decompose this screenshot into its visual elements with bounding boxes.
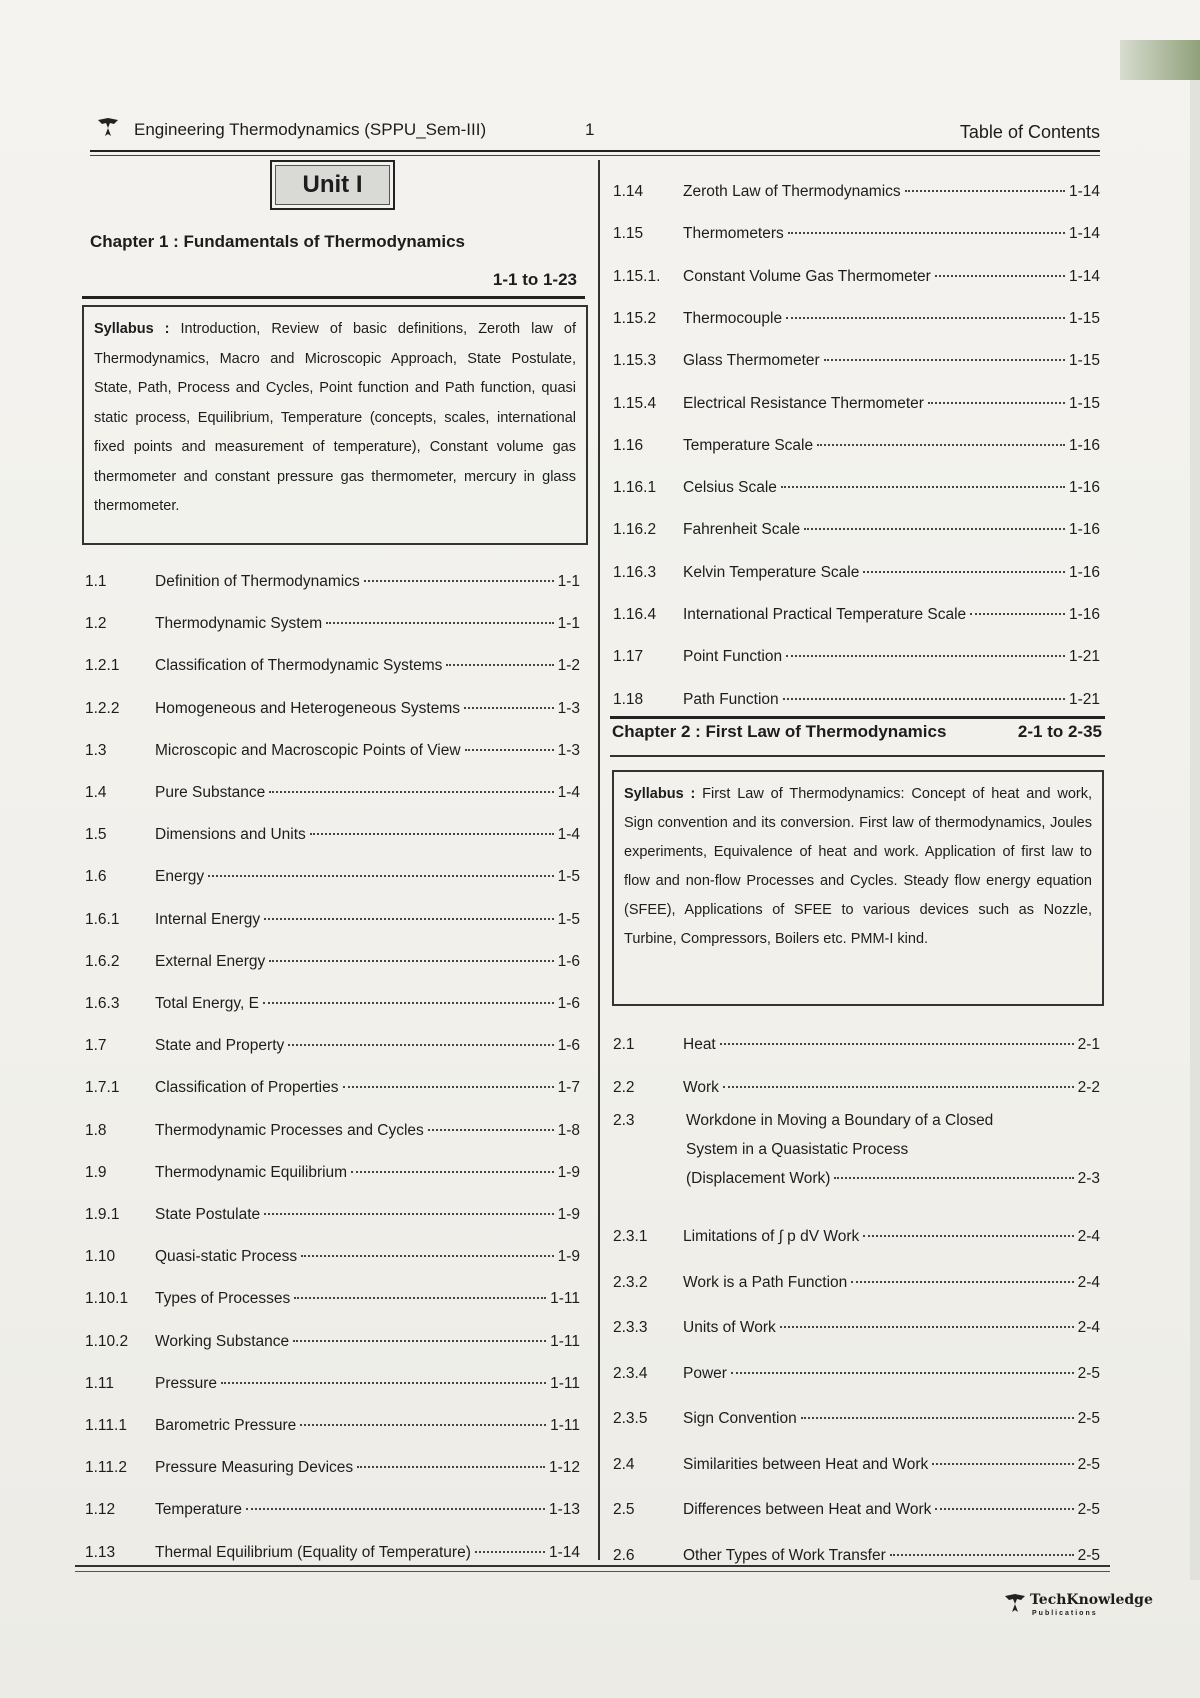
toc-entry-page: 1-15	[1068, 309, 1100, 327]
section-title: Table of Contents	[959, 122, 1100, 142]
toc-entry-page: 1-14	[548, 1543, 580, 1561]
toc-entry-number: 1.12	[85, 1501, 116, 1519]
dot-leader	[928, 402, 1065, 404]
dot-leader	[720, 1043, 1074, 1045]
toc-entry-number: 1.2.1	[85, 657, 120, 675]
toc-entry-page: 1-13	[548, 1501, 580, 1519]
toc-entry-page: 1-16	[1068, 436, 1100, 454]
toc-entry	[85, 1290, 580, 1314]
dot-leader	[351, 1171, 554, 1173]
toc-entry-page: 1-21	[1068, 648, 1100, 666]
unit-heading: Unit I	[275, 165, 390, 205]
chapter-1-title: Chapter 1 : Fundamentals of Thermodynamics	[90, 232, 466, 251]
toc-entry	[613, 1036, 1100, 1060]
toc-entry-page: 1-12	[548, 1459, 580, 1477]
toc-entry-title: Differences between Heat and Work	[683, 1501, 932, 1518]
toc-entry-page: 1-5	[557, 910, 580, 928]
toc-entry-title: Barometric Pressure	[155, 1417, 297, 1434]
toc-entry	[85, 995, 580, 1019]
toc-entry-number: 2.6	[613, 1546, 635, 1564]
toc-entry-number: 2.4	[613, 1455, 635, 1473]
toc-entry	[85, 1375, 580, 1399]
toc-entry-page: 1-16	[1068, 606, 1100, 623]
toc-entry-page: 1-11	[550, 1417, 580, 1434]
publisher-logo-icon	[96, 116, 120, 140]
dot-leader	[723, 1086, 1074, 1088]
background-corner	[1120, 40, 1200, 80]
toc-entry-number: 1.5	[85, 826, 107, 844]
dot-leader	[293, 1340, 546, 1342]
dot-leader	[428, 1129, 554, 1131]
toc-entry-page: 2-2	[1077, 1079, 1100, 1096]
toc-entry-number: 1.15	[613, 225, 644, 243]
toc-entry-title: Types of Processes	[155, 1290, 291, 1308]
toc-entry-number: 1.6	[85, 868, 107, 886]
toc-entry-number: 1.18	[613, 690, 644, 708]
toc-entry-page: 1-14	[1068, 225, 1100, 243]
toc-entry-title: Path Function	[683, 690, 779, 708]
toc-entry-number: 1.15.4	[613, 394, 657, 412]
dot-leader	[935, 1508, 1073, 1510]
page-header	[90, 110, 1100, 150]
toc-entry-page: 1-6	[557, 995, 580, 1012]
toc-entry-title: Classification of Properties	[155, 1079, 339, 1097]
chapter-2-rule-bottom	[610, 755, 1105, 757]
toc-entry	[85, 1417, 580, 1441]
toc-entry-page: 2-4	[1077, 1319, 1100, 1336]
toc-entry	[613, 310, 1100, 334]
toc-entry-title: Heat	[683, 1036, 716, 1053]
dot-leader	[905, 190, 1065, 192]
header-rule-thin	[90, 155, 1100, 156]
toc-entry-title: Thermodynamic Equilibrium	[155, 1163, 348, 1181]
toc-entry	[85, 911, 580, 935]
toc-entry-title: Thermodynamic System	[155, 615, 323, 633]
dot-leader	[834, 1177, 1073, 1179]
toc-entry	[613, 648, 1100, 672]
dot-leader	[863, 571, 1065, 573]
toc-entry-title: Work is a Path Function	[683, 1273, 848, 1291]
toc-entry-title: Internal Energy	[155, 910, 261, 928]
toc-entry-title: Thermal Equilibrium (Equality of Temperature)	[155, 1543, 471, 1561]
toc-entry-number: 1.16	[613, 436, 644, 454]
dot-leader	[288, 1044, 553, 1046]
dot-leader	[357, 1466, 545, 1468]
unit-heading-box	[270, 160, 395, 210]
toc-entry-page: 1-11	[550, 1332, 580, 1350]
toc-entry-title: Power	[683, 1364, 727, 1382]
dot-leader	[786, 317, 1065, 319]
toc-entry-page: 2-5	[1077, 1410, 1100, 1427]
toc-entry-title: Kelvin Temperature Scale	[683, 563, 860, 581]
toc-entry-page: 2-5	[1077, 1546, 1100, 1564]
toc-entry	[613, 1410, 1100, 1434]
toc-entry-title-line-2: System in a Quasistatic Process	[686, 1141, 909, 1158]
toc-entry	[613, 521, 1100, 545]
toc-entry-page: 1-2	[557, 657, 580, 675]
toc-entry-page: 2-5	[1077, 1455, 1100, 1473]
toc-entry-page: 1-4	[557, 784, 580, 801]
toc-entry-number: 1.10	[85, 1248, 116, 1266]
toc-entry-page: 1-3	[557, 741, 580, 759]
toc-entry-title-line-1: Workdone in Moving a Boundary of a Closed	[686, 1112, 994, 1129]
footer-rule-thin	[75, 1571, 1110, 1572]
dot-leader	[863, 1235, 1073, 1237]
toc-entry	[613, 479, 1100, 503]
toc-entry-number: 1.11.1	[85, 1417, 127, 1434]
header-rule	[90, 150, 1100, 152]
toc-entry-number: 2.3.2	[613, 1273, 648, 1291]
toc-entry-page: 2-4	[1077, 1273, 1100, 1291]
toc-entry-page: 1-1	[557, 615, 580, 633]
toc-entry-title: Sign Convention	[683, 1410, 797, 1427]
toc-entry-page: 1-11	[550, 1374, 580, 1392]
toc-entry	[613, 1079, 1100, 1103]
toc-entry-title: External Energy	[155, 952, 266, 970]
toc-entry-title: Work	[683, 1079, 719, 1096]
toc-entry-page: 1-5	[557, 868, 580, 886]
toc-entry-page: 2-1	[1077, 1036, 1100, 1053]
toc-entry	[85, 700, 580, 724]
toc-entry-number: 1.1	[85, 573, 107, 590]
toc-entry-title: Other Types of Work Transfer	[683, 1546, 886, 1564]
toc-entry	[85, 1459, 580, 1483]
toc-entry-page: 2-5	[1077, 1501, 1100, 1518]
toc-entry-page: 1-21	[1068, 690, 1100, 708]
toc-entry-page: 1-15	[1068, 352, 1100, 370]
toc-entry-number: 1.6.2	[85, 952, 120, 970]
chapter-1-rule	[82, 296, 585, 299]
toc-entry	[85, 1037, 580, 1061]
toc-entry-number: 1.7	[85, 1037, 107, 1055]
toc-entry-page: 1-3	[557, 699, 580, 717]
dot-leader	[475, 1551, 545, 1553]
toc-entry-page: 1-14	[1068, 183, 1100, 200]
toc-entry-number: 1.9.1	[85, 1206, 120, 1223]
dot-leader	[264, 918, 553, 920]
dot-leader	[364, 580, 554, 582]
toc-entry-number: 2.3.4	[613, 1364, 648, 1382]
toc-entry-number: 1.2.2	[85, 699, 120, 717]
dot-leader	[300, 1424, 546, 1426]
toc-entry-title: Temperature	[155, 1501, 243, 1519]
dot-leader	[343, 1086, 554, 1088]
toc-entry-number: 1.9	[85, 1163, 107, 1181]
toc-entry-page: 2-5	[1077, 1364, 1100, 1382]
dot-leader	[851, 1281, 1073, 1283]
toc-entry-page: 1-14	[1068, 267, 1100, 285]
toc-entry-number: 1.2	[85, 615, 107, 633]
toc-entry-number: 1.11.2	[85, 1459, 127, 1477]
toc-entry	[85, 1333, 580, 1357]
toc-entry	[613, 1365, 1100, 1389]
toc-entry-title: Electrical Resistance Thermometer	[683, 394, 924, 412]
book-title: Engineering Thermodynamics (SPPU_Sem-III)	[134, 120, 487, 139]
toc-entry-title: Celsius Scale	[683, 479, 777, 497]
toc-entry-title: Homogeneous and Heterogeneous Systems	[155, 699, 461, 717]
syllabus-text: Introduction, Review of basic definitions, Zeroth law of Thermodynamics, Macro and Microscopic Approach, State Postulate, State, Path, Process and Cycles, Point function and Path function, quasi static process, Equilibrium, Temperature (concepts, scales, international fixed points and measurement of temperature), Constant volume gas thermometer and constant pressure gas thermometer, mercury in glass thermometer.	[94, 321, 576, 514]
toc-entry-number: 2.2	[613, 1079, 635, 1096]
toc-entry-page: 2-3	[1077, 1170, 1100, 1187]
dot-leader	[731, 1372, 1074, 1374]
toc-entry-title-line-3: (Displacement Work)	[686, 1170, 831, 1187]
page-edge	[1190, 80, 1200, 1580]
dot-leader	[786, 655, 1065, 657]
dot-leader	[780, 1326, 1074, 1328]
toc-entry-page: 1-9	[557, 1248, 580, 1266]
toc-entry-number: 2.3.3	[613, 1319, 648, 1336]
toc-entry	[85, 1544, 580, 1568]
toc-entry-title: Total Energy, E	[155, 995, 259, 1012]
toc-entry-title: State Postulate	[155, 1206, 261, 1223]
publisher-subtitle: Publications	[1032, 1610, 1098, 1617]
toc-entry	[613, 395, 1100, 419]
toc-entry	[85, 784, 580, 808]
toc-entry-number: 2.3	[613, 1112, 635, 1129]
chapter-2-page-range: 2-1 to 2-35	[1017, 722, 1102, 741]
dot-leader	[804, 528, 1065, 530]
toc-entry-title: Thermodynamic Processes and Cycles	[155, 1121, 424, 1139]
dot-leader	[781, 486, 1065, 488]
toc-entry-page: 1-16	[1068, 521, 1100, 539]
toc-entry-title: Thermocouple	[683, 309, 783, 327]
toc-entry	[85, 1164, 580, 1188]
toc-entry-title: Quasi-static Process	[155, 1248, 298, 1266]
toc-entry	[85, 742, 580, 766]
dot-leader	[935, 275, 1065, 277]
toc-entry-title: Temperature Scale	[683, 436, 814, 454]
toc-entry	[85, 1501, 580, 1525]
toc-entry-number: 1.15.2	[613, 309, 657, 327]
toc-entry-number: 1.17	[613, 648, 644, 666]
dot-leader	[817, 444, 1065, 446]
toc-entry-number: 1.3	[85, 741, 107, 759]
chapter-1-heading	[90, 232, 585, 289]
toc-entry-number: 1.11	[85, 1374, 115, 1392]
toc-entry-number: 1.14	[613, 183, 644, 200]
chapter-2-syllabus-box	[612, 770, 1104, 1006]
dot-leader	[970, 613, 1065, 615]
toc-entry	[85, 1079, 580, 1103]
dot-leader	[246, 1508, 545, 1510]
dot-leader	[824, 359, 1065, 361]
toc-entry-number: 1.4	[85, 784, 107, 801]
toc-entry-title: Classification of Thermodynamic Systems	[155, 657, 443, 675]
dot-leader	[801, 1417, 1074, 1419]
toc-entry-number: 1.13	[85, 1543, 116, 1561]
dot-leader	[269, 791, 553, 793]
syllabus-label: Syllabus :	[624, 786, 696, 802]
toc-entry-number: 1.8	[85, 1121, 107, 1139]
toc-entry-number: 1.16.3	[613, 563, 657, 581]
toc-entry	[85, 573, 580, 597]
dot-leader	[310, 833, 554, 835]
chapter-1-page-range: 1-1 to 1-23	[492, 270, 577, 289]
toc-entry-number: 1.10.2	[85, 1332, 129, 1350]
toc-entry	[85, 1122, 580, 1146]
syllabus-label: Syllabus :	[94, 321, 170, 337]
toc-entry-page: 1-8	[557, 1121, 580, 1139]
toc-entry-page: 1-16	[1068, 479, 1100, 497]
toc-entry-number: 2.3.5	[613, 1410, 648, 1427]
toc-entry-number: 2.1	[613, 1036, 635, 1053]
dot-leader	[301, 1255, 553, 1257]
toc-entry-title: Pressure Measuring Devices	[155, 1459, 354, 1477]
toc-entry-page: 1-4	[557, 826, 580, 844]
toc-entry-page: 1-11	[550, 1290, 580, 1308]
toc-entry-page: 1-16	[1068, 563, 1100, 581]
toc-entry-title: Energy	[155, 868, 205, 886]
chapter-2-heading	[612, 722, 1102, 742]
toc-entry	[613, 606, 1100, 630]
toc-entry-number: 2.3.1	[613, 1228, 648, 1245]
dot-leader	[294, 1297, 546, 1299]
toc-entry-number: 1.16.1	[613, 479, 657, 497]
toc-entry-number: 1.15.3	[613, 352, 657, 370]
toc-entry-page: 2-4	[1077, 1228, 1100, 1245]
toc-entry-title: Units of Work	[683, 1319, 776, 1336]
toc-entry-title: Definition of Thermodynamics	[155, 573, 360, 590]
toc-entry-title: Pure Substance	[155, 784, 266, 801]
toc-entry-number: 1.6.1	[85, 910, 120, 928]
toc-entry-page: 1-9	[557, 1206, 580, 1223]
dot-leader	[264, 1213, 553, 1215]
toc-entry-title: State and Property	[155, 1037, 285, 1055]
dot-leader	[890, 1554, 1074, 1556]
toc-entry-title: Similarities between Heat and Work	[683, 1455, 929, 1473]
toc-entry	[613, 437, 1100, 461]
toc-entry	[613, 268, 1100, 292]
toc-entry-page: 1-1	[557, 573, 580, 590]
footer-rule	[75, 1565, 1110, 1567]
toc-entry-title: Dimensions and Units	[155, 826, 306, 844]
toc-entry	[85, 826, 580, 850]
toc-entry	[613, 1228, 1100, 1252]
chapter-2-title: Chapter 2 : First Law of Thermodynamics	[612, 722, 947, 741]
dot-leader	[208, 875, 553, 877]
dot-leader	[464, 707, 554, 709]
toc-entry	[613, 1274, 1100, 1298]
toc-entry	[85, 868, 580, 892]
publisher-name: TechKnowledge	[1030, 1592, 1153, 1608]
toc-entry	[613, 225, 1100, 249]
toc-entry-title: Limitations of ∫ p dV Work	[683, 1228, 860, 1245]
toc-entry-title: International Practical Temperature Scale	[683, 606, 967, 623]
chapter-1-syllabus-box	[82, 305, 588, 545]
toc-entry	[613, 564, 1100, 588]
toc-entry-number: 1.6.3	[85, 995, 120, 1012]
toc-entry-number: 1.16.4	[613, 606, 657, 623]
toc-entry	[613, 183, 1100, 207]
toc-entry-number: 1.10.1	[85, 1290, 129, 1308]
toc-entry-title: Glass Thermometer	[683, 352, 820, 370]
toc-entry-title: Microscopic and Macroscopic Points of View	[155, 741, 461, 759]
dot-leader	[932, 1463, 1073, 1465]
toc-entry-title: Zeroth Law of Thermodynamics	[683, 183, 901, 200]
publisher-footer-logo-icon	[1003, 1592, 1027, 1616]
toc-entry-page: 1-6	[557, 952, 580, 970]
dot-leader	[783, 698, 1065, 700]
syllabus-text: First Law of Thermodynamics: Concept of heat and work, Sign convention and its conversion. First law of thermodynamics, Joules experiments, Equivalence of heat and work. Application of first law to flow and non-flow Processes and Cycles. Steady flow energy equation (SFEE), Applications of SFEE to various devices such as Nozzle, Turbine, Compressors, Boilers etc. PMM-I kind.	[624, 786, 1092, 947]
toc-entry	[85, 953, 580, 977]
chapter-2-rule-top	[610, 716, 1105, 719]
dot-leader	[446, 664, 553, 666]
dot-leader	[221, 1382, 546, 1384]
toc-entry-title: Fahrenheit Scale	[683, 521, 801, 539]
toc-entry-title: Working Substance	[155, 1332, 290, 1350]
toc-entry-page: 1-7	[557, 1079, 580, 1097]
toc-entry-page: 1-9	[557, 1163, 580, 1181]
toc-entry-title: Pressure	[155, 1374, 218, 1392]
toc-entry-number: 1.7.1	[85, 1079, 120, 1097]
toc-entry	[85, 1206, 580, 1230]
toc-entry-number: 1.16.2	[613, 521, 657, 539]
toc-entry	[85, 1248, 580, 1272]
dot-leader	[269, 960, 553, 962]
page-number: 1	[585, 120, 595, 139]
toc-entry-number: 2.5	[613, 1501, 635, 1518]
toc-entry-title-line-3-row	[686, 1170, 1100, 1188]
dot-leader	[465, 749, 554, 751]
toc-entry	[85, 657, 580, 681]
toc-entry-title: Constant Volume Gas Thermometer	[683, 267, 931, 285]
column-divider	[598, 160, 600, 1560]
toc-entry-page: 1-15	[1068, 394, 1100, 412]
toc-entry	[613, 1501, 1100, 1525]
toc-entry-title: Point Function	[683, 648, 783, 666]
toc-entry	[613, 1319, 1100, 1343]
toc-entry	[613, 1456, 1100, 1480]
dot-leader	[326, 622, 553, 624]
dot-leader	[263, 1002, 554, 1004]
toc-entry-page: 1-6	[557, 1037, 580, 1055]
dot-leader	[788, 232, 1065, 234]
toc-entry	[85, 615, 580, 639]
toc-entry-title: Thermometers	[683, 225, 784, 243]
toc-entry-number: 1.15.1.	[613, 267, 661, 285]
toc-entry	[613, 352, 1100, 376]
toc-entry	[613, 691, 1100, 715]
